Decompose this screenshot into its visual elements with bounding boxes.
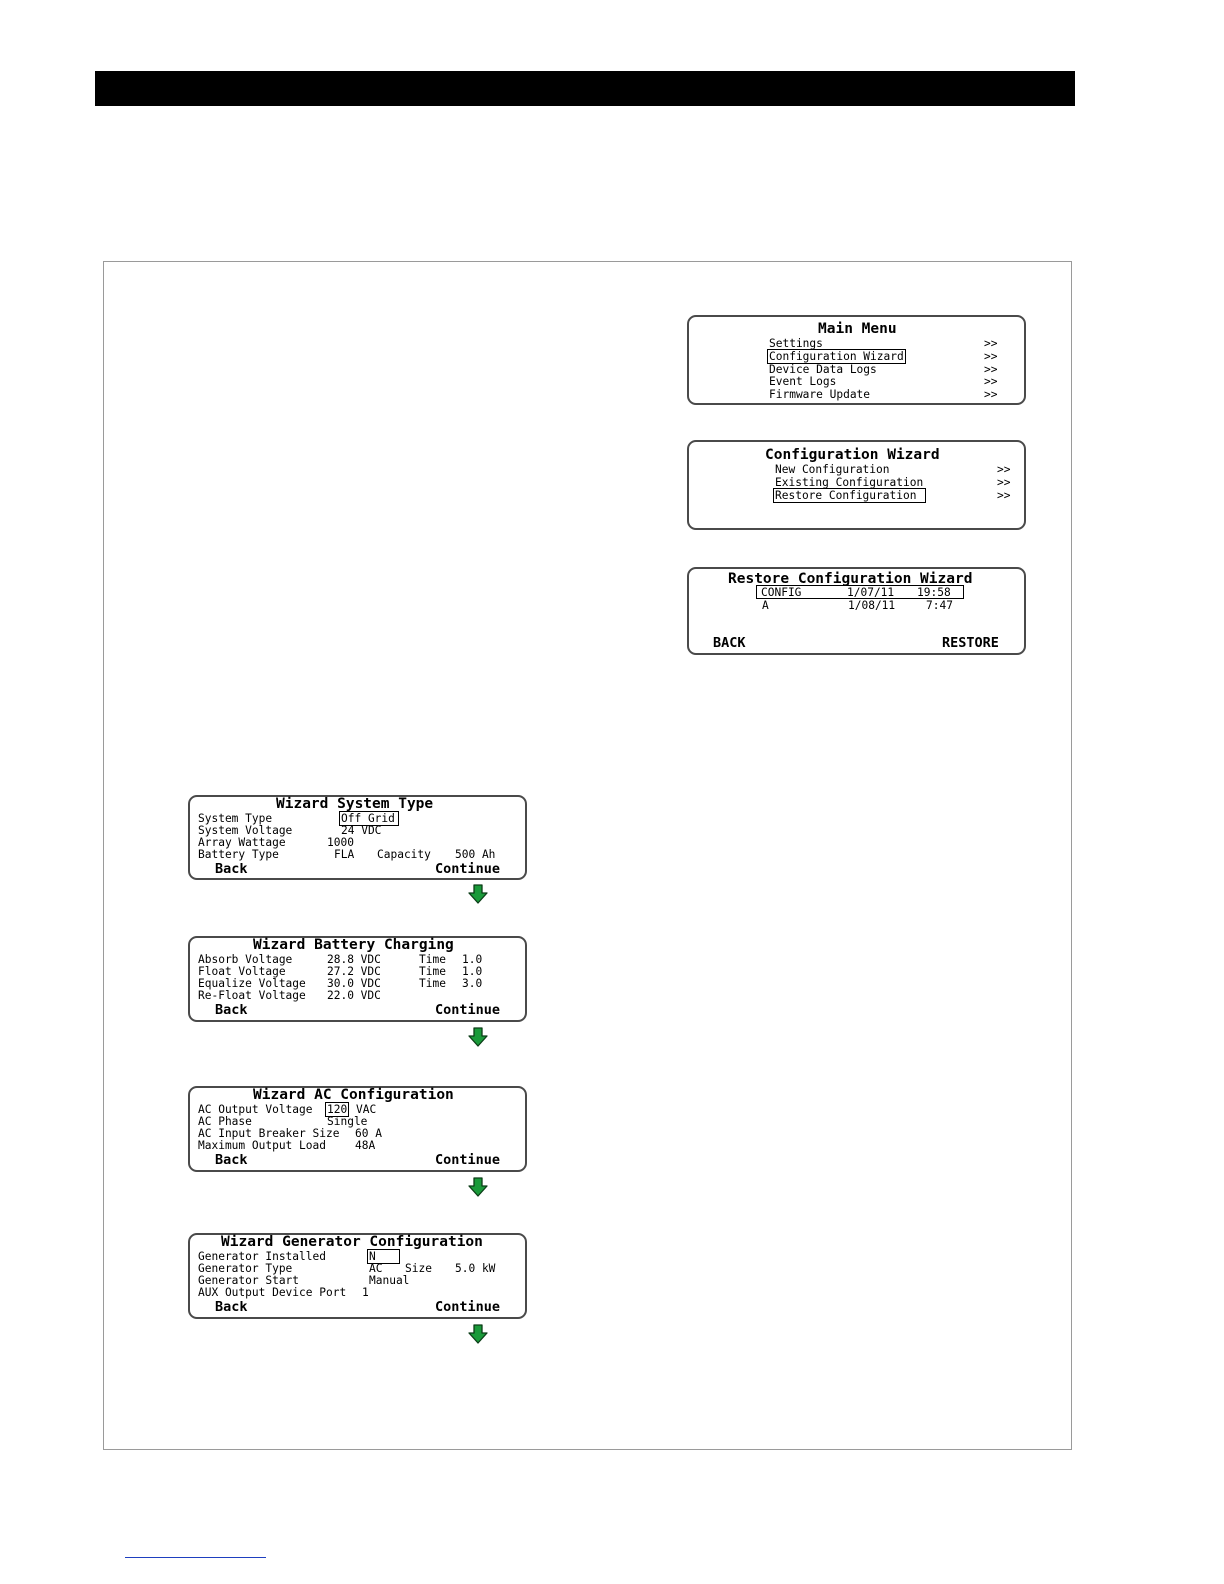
arrow-down-icon [468, 884, 488, 904]
wizard-generator-configuration-screen [188, 1233, 527, 1319]
ac-input-breaker-field[interactable]: 60 A [355, 1127, 382, 1140]
back-button[interactable]: Back [215, 1299, 248, 1315]
restore-entry-name: CONFIG [761, 586, 802, 599]
header-bar [95, 71, 1075, 106]
capacity-field[interactable]: 500 Ah [455, 848, 496, 861]
system-type-label: System Type [198, 812, 273, 825]
continue-button[interactable]: Continue [435, 1002, 501, 1018]
equalize-time-label: Time [419, 977, 446, 990]
menu-item-event-logs-arrow: >> [984, 375, 998, 388]
menu-item-configuration-wizard[interactable]: Configuration Wizard [769, 350, 904, 363]
restore-configuration-screen [687, 567, 1026, 655]
menu-item-firmware-update[interactable]: Firmware Update [769, 388, 871, 401]
wizard-system-type-screen [188, 795, 527, 880]
menu-item-existing-configuration[interactable]: Existing Configuration [775, 476, 924, 489]
footer-rule [125, 1557, 266, 1558]
restore-button[interactable]: RESTORE [942, 635, 999, 651]
restore-entry-name[interactable]: A [762, 599, 769, 612]
ac-phase-label: AC Phase [198, 1115, 252, 1128]
refloat-voltage-field[interactable]: 22.0 VDC [327, 989, 381, 1002]
ac-output-voltage-label: AC Output Voltage [198, 1103, 313, 1116]
arrow-down-icon [468, 1027, 488, 1047]
arrow-down-icon [468, 1324, 488, 1344]
arrow-down-shape [469, 1178, 487, 1196]
menu-item-restore-configuration[interactable]: Restore Configuration [775, 490, 924, 501]
configuration-wizard-screen [687, 440, 1026, 530]
equalize-voltage-label: Equalize Voltage [198, 977, 306, 990]
main-menu-title: Main Menu [818, 321, 897, 337]
restore-configuration-title: Restore Configuration Wizard [728, 571, 973, 587]
menu-item-new-configuration-arrow: >> [997, 463, 1011, 476]
ac-output-voltage-field[interactable]: 120 [327, 1103, 348, 1116]
menu-item-settings-arrow: >> [984, 337, 998, 350]
float-time-field[interactable]: 1.0 [462, 965, 483, 978]
arrow-down-shape [469, 1028, 487, 1046]
menu-item-firmware-update-arrow: >> [984, 388, 998, 401]
generator-size-label: Size [405, 1262, 432, 1275]
restore-entry-date: 1/07/11 [847, 586, 895, 599]
float-time-label: Time [419, 965, 446, 978]
max-output-load-field[interactable]: 48A [355, 1139, 376, 1152]
equalize-time-field[interactable]: 3.0 [462, 977, 483, 990]
max-output-load-label: Maximum Output Load [198, 1139, 326, 1152]
generator-installed-field[interactable]: N [369, 1251, 398, 1262]
system-voltage-label: System Voltage [198, 824, 293, 837]
wizard-ac-configuration-screen [188, 1086, 527, 1172]
generator-installed-label: Generator Installed [198, 1250, 326, 1263]
system-type-field[interactable]: Off Grid [341, 812, 395, 825]
float-voltage-field[interactable]: 27.2 VDC [327, 965, 381, 978]
battery-type-label: Battery Type [198, 848, 279, 861]
arrow-down-shape [469, 885, 487, 903]
equalize-voltage-field[interactable]: 30.0 VDC [327, 977, 381, 990]
menu-item-configuration-wizard-arrow: >> [984, 350, 998, 363]
menu-item-device-data-logs[interactable]: Device Data Logs [769, 363, 877, 376]
menu-item-settings[interactable]: Settings [769, 337, 823, 350]
float-voltage-label: Float Voltage [198, 965, 286, 978]
wizard-system-type-title: Wizard System Type [276, 796, 434, 812]
arrow-down-icon [468, 1177, 488, 1197]
back-button[interactable]: Back [215, 1002, 248, 1018]
back-button[interactable]: Back [215, 1152, 248, 1168]
ac-input-breaker-label: AC Input Breaker Size [198, 1127, 340, 1140]
menu-item-new-configuration[interactable]: New Configuration [775, 463, 890, 476]
aux-output-port-field[interactable]: 1 [362, 1286, 369, 1299]
generator-type-label: Generator Type [198, 1262, 293, 1275]
wizard-ac-configuration-title: Wizard AC Configuration [253, 1087, 454, 1103]
menu-item-device-data-logs-arrow: >> [984, 363, 998, 376]
refloat-voltage-label: Re-Float Voltage [198, 989, 306, 1002]
main-menu-screen [687, 315, 1026, 405]
wizard-generator-configuration-title: Wizard Generator Configuration [221, 1234, 483, 1250]
generator-type-field[interactable]: AC [369, 1262, 383, 1275]
restore-entry-date: 1/08/11 [848, 599, 896, 612]
absorb-voltage-field[interactable]: 28.8 VDC [327, 953, 381, 966]
wizard-battery-charging-screen [188, 936, 527, 1022]
back-button[interactable]: Back [215, 861, 248, 877]
generator-size-field[interactable]: 5.0 kW [455, 1262, 496, 1275]
aux-output-port-label: AUX Output Device Port [198, 1286, 347, 1299]
array-wattage-field[interactable]: 1000 [327, 836, 354, 849]
arrow-down-shape [469, 1325, 487, 1343]
generator-start-label: Generator Start [198, 1274, 300, 1287]
absorb-time-label: Time [419, 953, 446, 966]
continue-button[interactable]: Continue [435, 1299, 501, 1315]
absorb-voltage-label: Absorb Voltage [198, 953, 293, 966]
menu-item-event-logs[interactable]: Event Logs [769, 375, 837, 388]
continue-button[interactable]: Continue [435, 861, 501, 877]
system-voltage-field[interactable]: 24 VDC [341, 824, 382, 837]
restore-entry-time: 19:58 [917, 586, 951, 599]
wizard-battery-charging-title: Wizard Battery Charging [253, 937, 454, 953]
array-wattage-label: Array Wattage [198, 836, 286, 849]
capacity-label: Capacity [377, 848, 431, 861]
battery-type-field[interactable]: FLA [334, 848, 355, 861]
ac-phase-field[interactable]: Single [327, 1115, 368, 1128]
absorb-time-field[interactable]: 1.0 [462, 953, 483, 966]
continue-button[interactable]: Continue [435, 1152, 501, 1168]
ac-output-voltage-unit: VAC [356, 1103, 377, 1116]
menu-item-restore-configuration-arrow: >> [997, 489, 1011, 502]
generator-start-field[interactable]: Manual [369, 1274, 410, 1287]
back-button[interactable]: BACK [713, 635, 746, 651]
menu-item-existing-configuration-arrow: >> [997, 476, 1011, 489]
restore-entry-time: 7:47 [926, 599, 953, 612]
configuration-wizard-title: Configuration Wizard [765, 447, 940, 463]
restore-entry-selected[interactable] [757, 586, 963, 598]
